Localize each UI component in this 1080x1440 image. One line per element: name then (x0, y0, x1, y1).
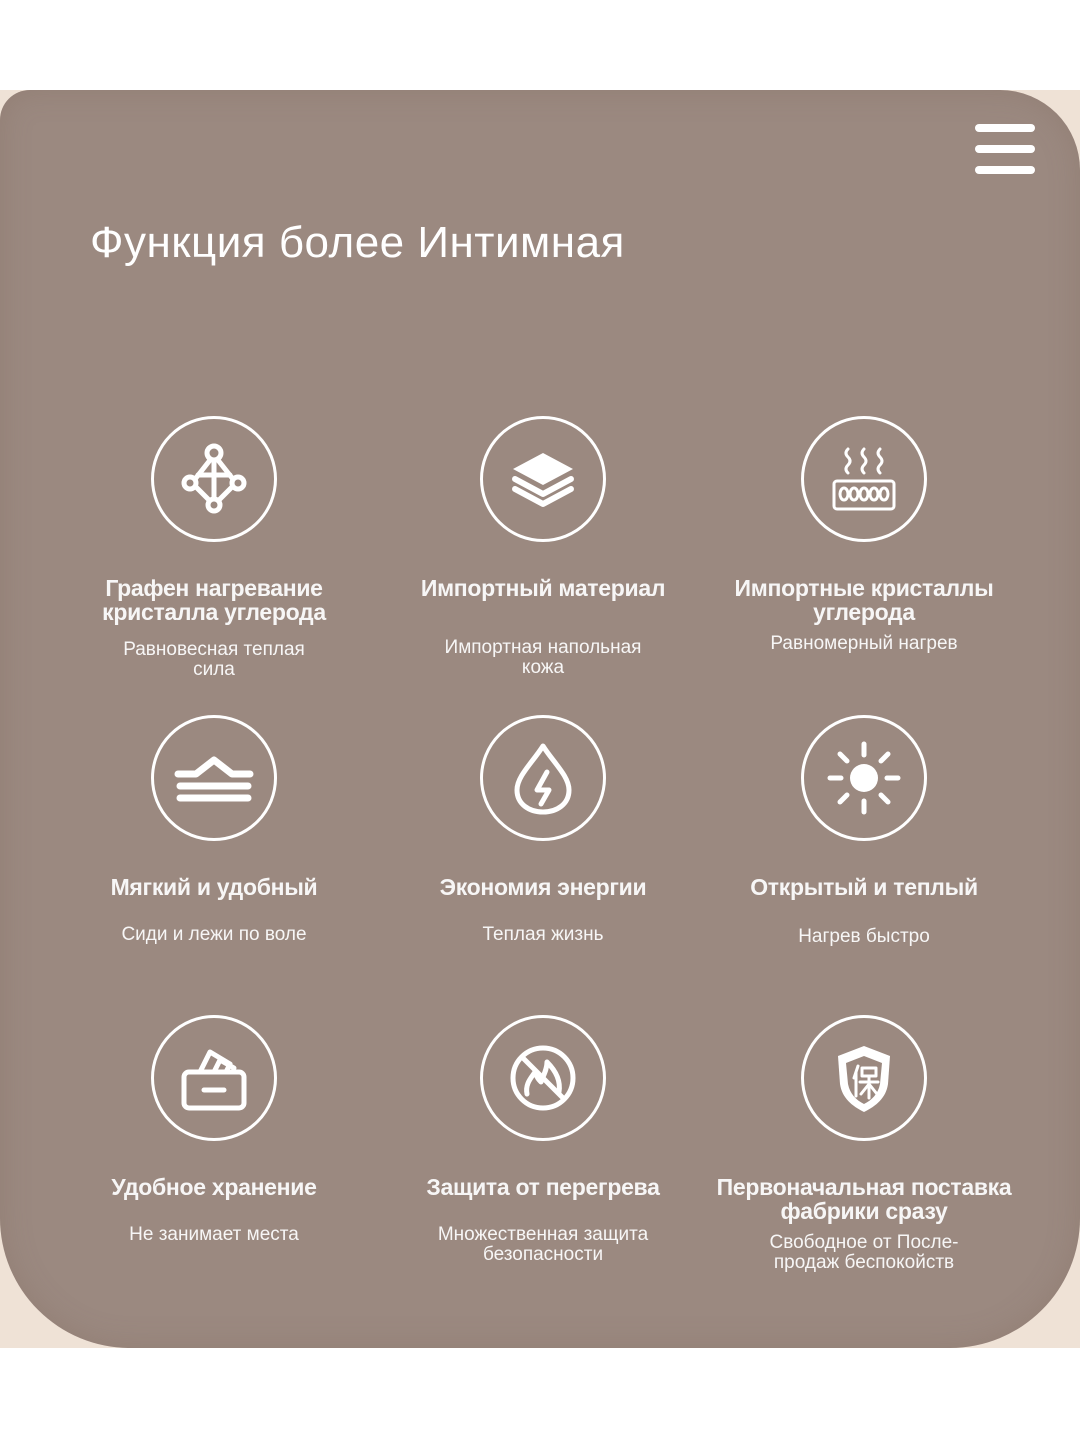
feature-title: Первоначальная поставка фабрики сразу (716, 1174, 1012, 1224)
feature-title: Удобное хранение (111, 1174, 317, 1200)
feature-title: Открытый и теплый (750, 874, 978, 900)
feature-title: Импортные кристаллы углерода (734, 575, 994, 625)
feature-subtitle: Не занимает места (129, 1224, 299, 1245)
feature-subtitle: Сиди и лежи по воле (121, 924, 307, 945)
feature-title: Импортный материал (420, 575, 666, 601)
feature-warranty (704, 1015, 1024, 1273)
no-fire-icon (480, 1015, 606, 1141)
feature-soft (54, 715, 374, 945)
feature-overheat (383, 1015, 703, 1265)
feature-crystals (704, 416, 1024, 654)
feature-subtitle: Множественная защита безопасности (437, 1224, 649, 1265)
feature-subtitle: Равновесная теплая сила (123, 639, 305, 680)
feature-subtitle: Теплая жизнь (482, 924, 604, 945)
feature-title: Защита от перегрева (426, 1174, 660, 1200)
feature-panel (0, 90, 1080, 1348)
feature-warm (704, 715, 1024, 947)
energy-drop-icon (480, 715, 606, 841)
feature-energy (383, 715, 703, 945)
menu-button[interactable] (975, 124, 1035, 174)
feature-subtitle: Импортная напольная кожа (444, 637, 642, 678)
feature-material (383, 416, 703, 678)
feature-subtitle: Равномерный нагрев (770, 633, 958, 654)
page-title: Функция более Интимная (90, 218, 625, 267)
storage-box-icon (151, 1015, 277, 1141)
warranty-shield-icon (801, 1015, 927, 1141)
feature-subtitle: Свободное от После- продаж беспокойств (769, 1232, 959, 1273)
heating-element-icon (801, 416, 927, 542)
graphene-molecule-icon (151, 416, 277, 542)
feature-section (0, 90, 1080, 1348)
folded-blanket-icon (151, 715, 277, 841)
feature-storage (54, 1015, 374, 1245)
feature-subtitle: Нагрев быстро (798, 926, 930, 947)
feature-title: Графен нагревание кристалла углерода (102, 575, 326, 625)
feature-title: Экономия энергии (439, 874, 647, 900)
feature-graphene (54, 416, 374, 680)
feature-title: Мягкий и удобный (110, 874, 318, 900)
layers-icon (480, 416, 606, 542)
sun-icon (801, 715, 927, 841)
